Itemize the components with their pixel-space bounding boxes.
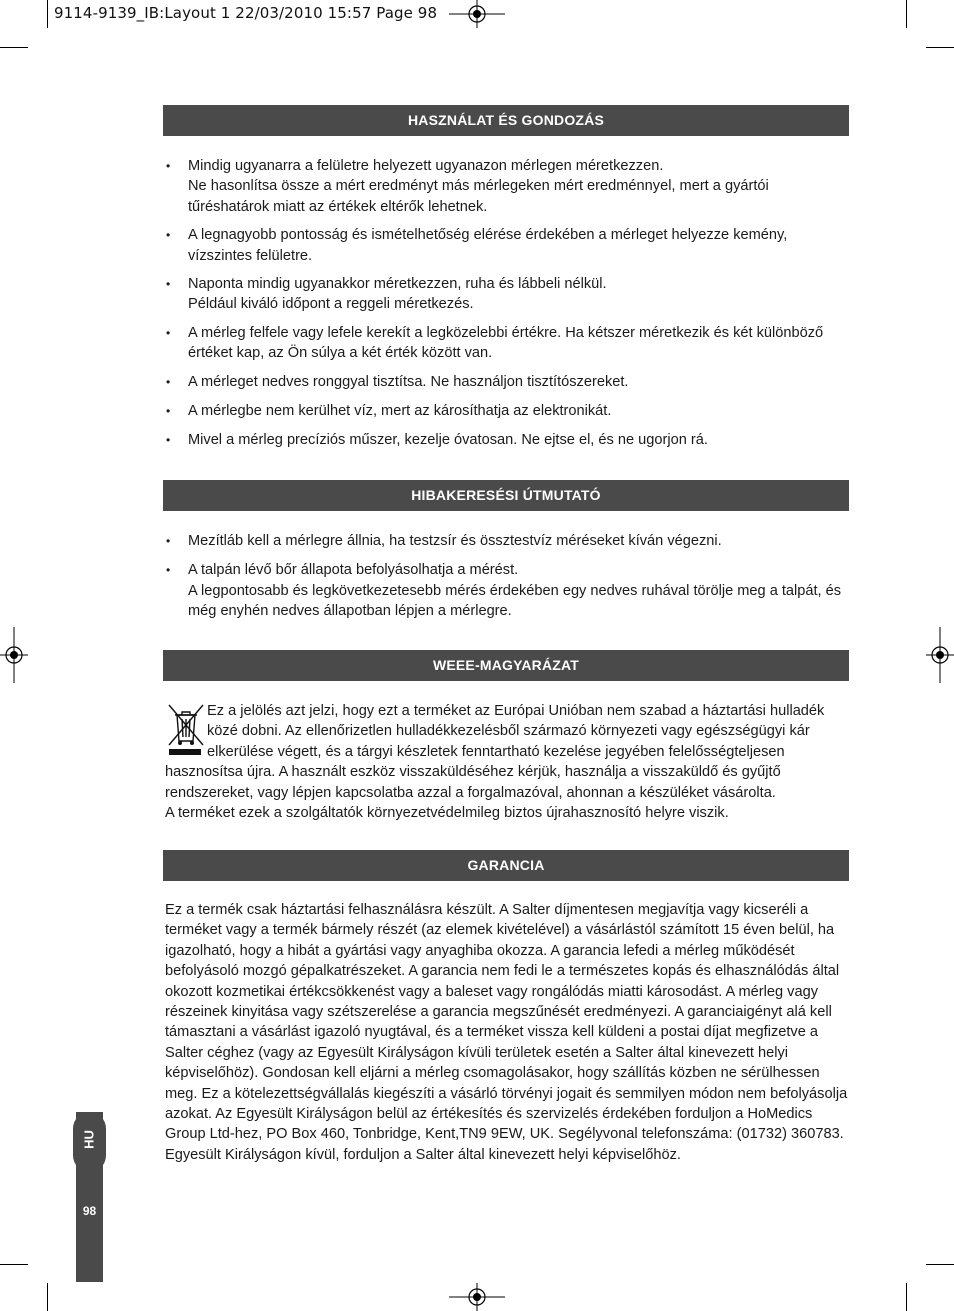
page-number: 98 [82,1204,97,1218]
crop-mark [906,0,907,28]
section-header-weee: WEEE-MAGYARÁZAT [163,650,849,681]
list-item: • Mezítláb kell a mérlegre állnia, ha testzsír és össztestvíz méréseket kíván végezni. [163,531,853,551]
crop-mark [0,47,28,48]
list-item: • A mérleg felfele vagy lefele kerekít a legközelebbi értékre. Ha kétszer méretkezik és két különböző értéket kap, az Ön súlya a két érték között van. [163,323,853,364]
section-header-troubleshooting: HIBAKERESÉSI ÚTMUTATÓ [163,480,849,511]
language-tab [73,1112,106,1172]
registration-mark-icon [449,1283,505,1311]
section-header-warranty: GARANCIA [163,850,849,881]
registration-mark-icon [0,627,28,683]
print-slug: 9114-9139_IB:Layout 1 22/03/2010 15:57 Page 98 [54,4,438,22]
crop-mark [47,0,48,28]
side-tab [76,1112,103,1282]
crop-mark [926,1264,954,1265]
crop-mark [926,47,954,48]
list-item: • Naponta mindig ugyanakkor méretkezzen, ruha és lábbeli nélkül. Például kiváló időpont a reggeli méretkezés. [163,274,853,315]
troubleshooting-list [163,531,853,622]
list-item: • A mérlegbe nem kerülhet víz, mert az károsíthatja az elektronikát. [163,401,853,421]
crop-mark [47,1283,48,1311]
registration-mark-icon [926,627,954,683]
list-item: • Mindig ugyanarra a felületre helyezett ugyanazon mérlegen méretkezzen. Ne hasonlítsa össze a mért eredményt más mérlegeken mért eredménnyel, mert a gyártói tűréshatárok miatt az értékek eltérők lehetnek. [163,156,853,217]
warranty-paragraph: Ez a termék csak háztartási felhasználásra készült. A Salter díjmentesen megjavítja vagy kicseréli a terméket vagy a termék bármely részét (az elemek kivételével) a vásárlástól számított 15 éven belül, ha igazolható, hogy a hibát a gyártási vagy anyaghiba okozza. A garancia lefedi a mérleg működését befolyásoló mozgó gépalkatrészeket. A garancia nem fedi le a természetes kopás és elhasználódás által okozott kozmetikai értékcsökkenést vagy a baleset vagy rongálódás miatti károsodást. A mérleg vagy részeinek kinyitása vagy szétszerelése a garancia megszűnését eredményezi. A garanciaigényt alá kell támasztani a vásárlást igazoló nyugtával, és a terméket vissza kell küldeni a postai díjat megfizetve a Salter céghez (vagy az Egyesült Királyságon kívüli területek esetén a Salter által kinevezett helyi képviselőhöz). Gondosan kell eljárni a mérleg csomagolásakor, hogy szállítás közben ne sérülhessen meg. Ez a kötelezettségvállalás kiegészíti a vásárló törvényi jogait és semmilyen módon nem befolyásolja azokat. Az Egyesült Királyságon belül az értékesítés és szervizelés érdekében forduljon a HoMedics Group Ltd-hez, PO Box 460, Tonbridge, Kent,TN9 9EW, UK. Segélyvonal telefonszáma: (01732) 360783. Egyesült Királyságon kívül, forduljon a Salter által kinevezett helyi képviselőhöz. [165,902,848,1163]
registration-mark-icon [449,0,505,28]
crop-mark [906,1283,907,1311]
list-item: • Mivel a mérleg precíziós műszer, kezelje óvatosan. Ne ejtse el, és ne ugorjon rá. [163,430,853,450]
crossed-bin-icon [165,701,205,759]
weee-paragraph: Ez a jelölés azt jelzi, hogy ezt a terméket az Európai Unióban nem szabad a háztartási hulladék közé dobni. Az ellenőrizetlen hulladékkezelésből származó környezeti vagy egészségügyi kár elkerülése végett, és a tárgyi készletek fenntartható kezelése jegyében felelősségteljesen hasznosítsa újra. A használt eszköz visszaküldéséhez kérjük, használja a visszaküldő és gyűjtő rendszereket, vagy lépjen kapcsolatba azzal a forgalmazóval, ahonnan a készüléket vásárolta. A terméket ezek a szolgáltatók környezetvédelmileg biztos újrahasznosító helyre viszik. [165,703,825,822]
crop-mark [0,1264,28,1265]
language-label: HU [81,1130,97,1149]
usage-list [163,156,853,451]
section-header-usage: HASZNÁLAT ÉS GONDOZÁS [163,105,849,136]
list-item: • A talpán lévő bőr állapota befolyásolhatja a mérést. A legpontosabb és legkövetkezetesebb mérés érdekében egy nedves ruhával törölje meg a talpát, és még enyhén nedves állapotban lépjen a mérlegre. [163,560,853,621]
list-item: • A mérleget nedves ronggyal tisztítsa. Ne használjon tisztítószereket. [163,372,853,392]
list-item: • A legnagyobb pontosság és ismételhetőség elérése érdekében a mérleget helyezze kemény, vízszintes felületre. [163,225,853,266]
